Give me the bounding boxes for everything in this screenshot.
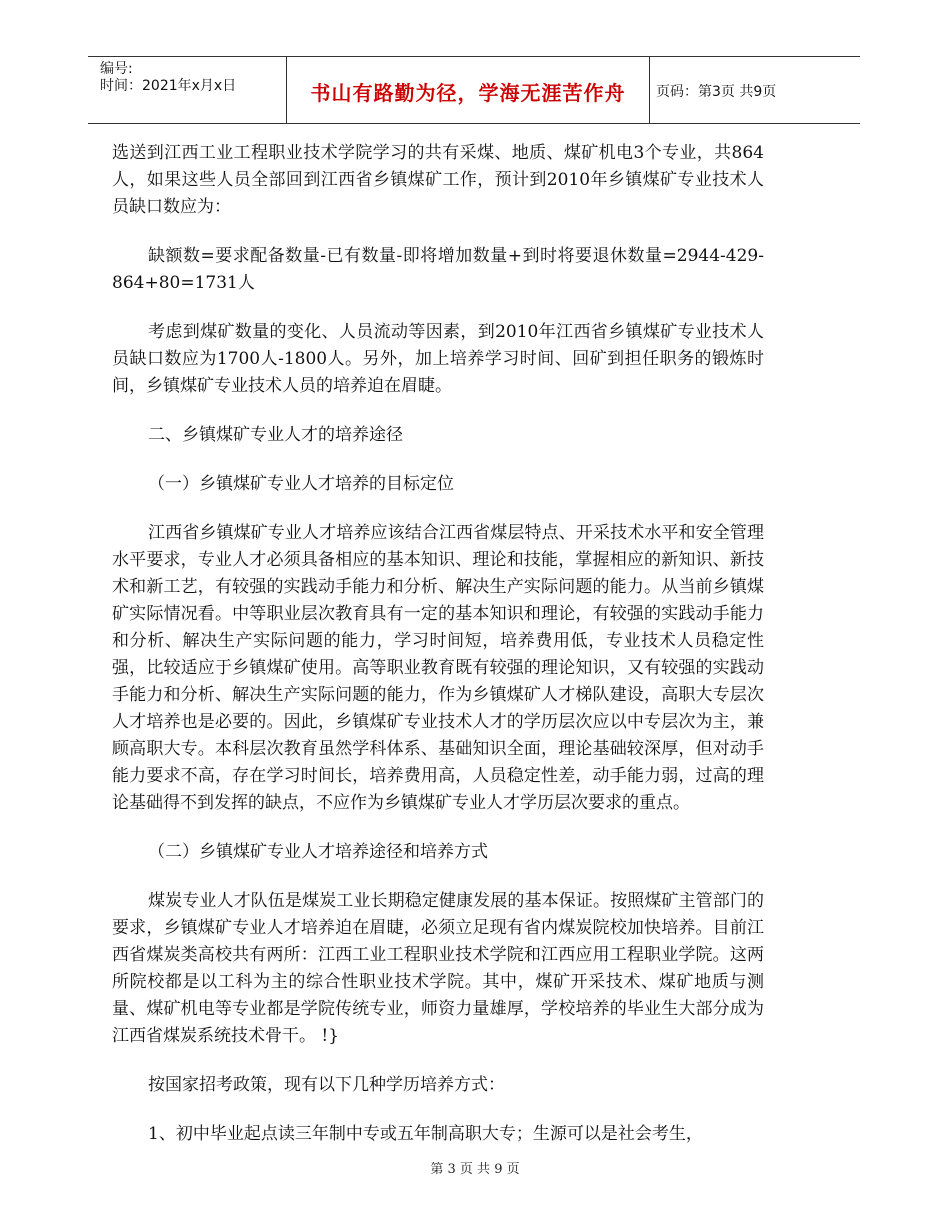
document-number-label: 编号: bbox=[100, 61, 133, 77]
header-motto: 书山有路勤为径，学海无涯苦作舟 bbox=[310, 81, 626, 105]
header-page-info: 页码：第3页 共9页 bbox=[656, 84, 777, 100]
body-paragraph: 江西省乡镇煤矿专业人才培养应该结合江西省煤层特点、开采技术水平和安全管理水平要求，专业人才必须具备相应的基本知识、理论和技能，掌握相应的新知识、新技术和新工艺，有较强的实践动手能力和分析、解决生产实际问题的能力。从当前乡镇煤矿实际情况看。中等职业层次教育具有一定的基本知识和理论，有较强的实践动手能力和分析、解决生产实际问题的能力，学习时间短，培养费用低，专业技术人员稳定性强，比较适应于乡镇煤矿使用。高等职业教育既有较强的理论知识，又有较强的实践动手能力和分析、解决生产实际问题的能力，作为乡镇煤矿人才梯队建设，高职大专层次人才培养也是必要的。因此，乡镇煤矿专业技术人才的学历层次应以中专层次为主，兼顾高职大专。本科层次教育虽然学科体系、基础知识全面，理论基础较深厚，但对动手能力要求不高，存在学习时间长，培养费用高，人员稳定性差，动手能力弱，过高的理论基础得不到发挥的缺点，不应作为乡镇煤矿专业人才学历层次要求的重点。 bbox=[112, 523, 764, 813]
body-paragraph: 考虑到煤矿数量的变化、人员流动等因素，到2010年江西省乡镇煤矿专业技术人员缺口数应为1700人-1800人。另外，加上培养学习时间、回矿到担任职务的锻炼时间，乡镇煤矿专业技术人员的培养迫在眉睫。 bbox=[112, 322, 764, 396]
page-footer: 第 3 页 共 9 页 bbox=[430, 1162, 520, 1177]
header-meta bbox=[88, 57, 286, 123]
header-motto-cell bbox=[286, 57, 650, 123]
body-paragraph: 煤炭专业人才队伍是煤炭工业长期稳定健康发展的基本保证。按照煤矿主管部门的要求，乡镇煤矿专业人才培养迫在眉睫，必须立足现有省内煤炭院校加快培养。目前江西省煤炭类高校共有两所：江西工业工程职业技术学院和江西应用工程职业学院。这两所院校都是以工科为主的综合性职业技术学院。其中，煤矿开采技术、煤矿地质与测量、煤矿机电等专业都是学院传统专业，师资力量雄厚，学校培养的毕业生大部分成为江西省煤炭系统技术骨干。 !} bbox=[112, 891, 764, 1046]
document-date: 时间：2021年x月x日 bbox=[100, 78, 237, 94]
subsection-heading: （一）乡镇煤矿专业人才培养的目标定位 bbox=[148, 474, 454, 494]
body-paragraph: 按国家招考政策，现有以下几种学历培养方式： bbox=[148, 1075, 505, 1095]
body-paragraph: 缺额数=要求配备数量-已有数量-即将增加数量+到时将要退休数量=2944-429-864+80=1731人 bbox=[112, 246, 764, 293]
body-paragraph: 1、初中毕业起点读三年制中专或五年制高职大专；生源可以是社会考生， bbox=[148, 1124, 703, 1144]
subsection-heading: （二）乡镇煤矿专业人才培养途径和培养方式 bbox=[148, 842, 488, 862]
document-body bbox=[112, 140, 764, 1148]
page-header bbox=[88, 56, 860, 124]
section-heading: 二、乡镇煤矿专业人才的培养途径 bbox=[148, 425, 403, 445]
body-paragraph: 选送到江西工业工程职业技术学院学习的共有采煤、地质、煤矿机电3个专业，共864人，如果这些人员全部回到江西省乡镇煤矿工作，预计到2010年乡镇煤矿专业技术人员缺口数应为： bbox=[112, 143, 764, 217]
